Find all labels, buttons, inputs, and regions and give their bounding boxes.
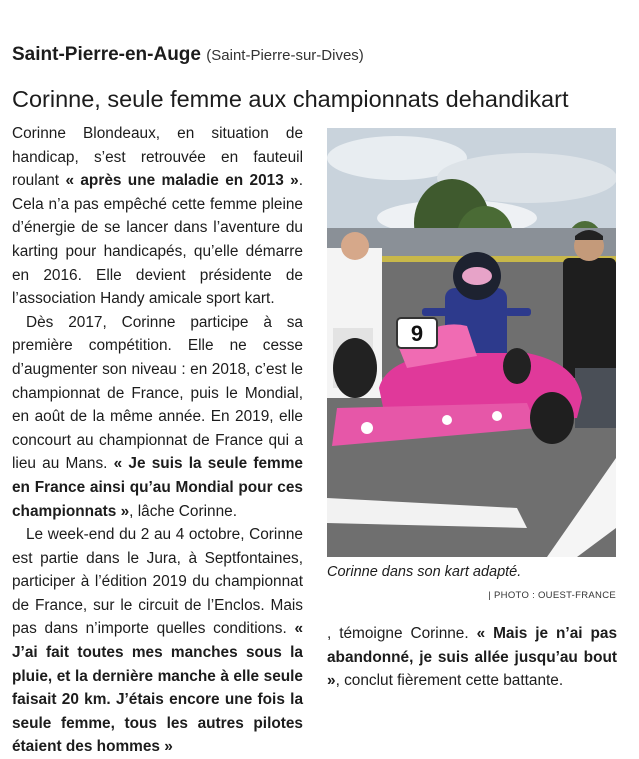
paragraph-3 <box>12 523 303 759</box>
article-column-right <box>327 622 617 693</box>
p3-text: Le week-end du 2 au 4 octobre, Corinne est partie dans le Jura, à Septfontaines, participer à l’édition 2019 du championnat de France, sur le circuit de l’Enclos. Mais pas dans n’importe quelles conditions. <box>12 526 303 638</box>
p1-text: Corinne Blondeaux, en situation de handicap, s’est retrouvée en fauteuil roulant <box>12 125 303 190</box>
p2-text: Dès 2017, Corinne participe à sa première compétition. Elle ne cesse d’augmenter son niveau : en 2018, c’est le championnat de France, puis le Mondial, en août de la même année. En 2019, elle concourt au championnat de France qui a lieu au Mans. <box>12 313 303 473</box>
kart-number-plate: 9 <box>410 321 424 346</box>
paragraph-2 <box>12 311 303 523</box>
p1-text-end: . Cela n’a pas empêché cette femme pleine d’énergie de se lancer dans l’aventure du karting pour handicapés, qu’elle démarre en 2016. Elle devient présidente de l’association Handy amicale sport kart. <box>12 172 303 308</box>
location-kicker <box>12 44 364 66</box>
p2-quote: « Je suis la seule femme en France ainsi qu’au Mondial pour ces championnats » <box>12 455 303 520</box>
p3-text-mid: , témoigne Corinne. <box>327 625 477 642</box>
paragraph-3-continued <box>327 622 617 693</box>
photo-credit: | PHOTO : OUEST-FRANCE <box>488 590 616 601</box>
p2-text-end: , lâche Corinne. <box>129 502 237 520</box>
p3-quote-2: « Mais je n’ai pas abandonné, je suis allée jusqu’au bout » <box>327 625 618 690</box>
article-photo <box>327 128 616 557</box>
p3-text-end: , conclut fièrement cette battante. <box>335 672 564 690</box>
photo-caption: Corinne dans son kart adapté. <box>327 564 522 580</box>
p3-quote: « J’ai fait toutes mes manches sous la pluie, et la dernière manche à elle seule faisait 20 km. J’étais encore une fois la seule femme, tous les autres pilotes étaient des hommes » <box>12 620 303 756</box>
location-sub: (Saint-Pierre-sur-Dives) <box>206 47 364 64</box>
paragraph-1 <box>12 122 303 311</box>
article-headline: Corinne, seule femme aux championnats dehandikart <box>12 86 569 112</box>
article-column-left <box>12 122 303 759</box>
location-name: Saint-Pierre-en-Auge <box>12 44 201 65</box>
p1-quote: « après une maladie en 2013 » <box>65 172 299 190</box>
